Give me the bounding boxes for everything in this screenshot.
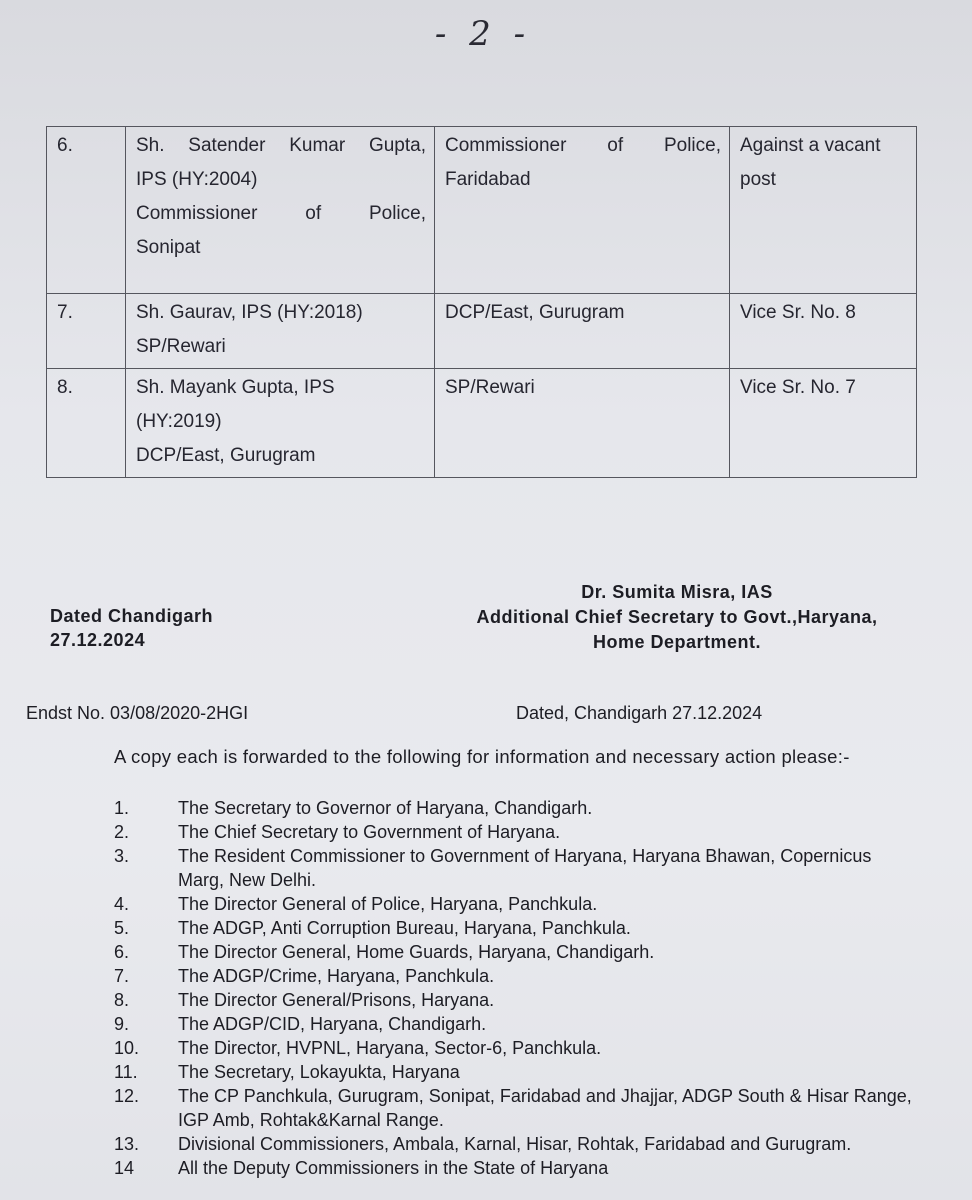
list-item xyxy=(112,892,912,916)
list-item-number: 2. xyxy=(114,822,130,842)
list-item xyxy=(112,820,912,844)
table-row xyxy=(47,127,917,294)
serial-number: 8. xyxy=(47,369,126,478)
list-item-text: The ADGP/CID, Haryana, Chandigarh. xyxy=(178,1014,487,1034)
remarks-cell: Against a vacant post xyxy=(730,127,917,294)
list-item xyxy=(112,1156,912,1180)
endorsement-date: Dated, Chandigarh 27.12.2024 xyxy=(516,703,763,723)
posting-line: Commissioner of Police, xyxy=(445,135,721,156)
list-item-text: All the Deputy Commissioners in the State of Haryana xyxy=(178,1158,609,1178)
list-item-text: The Chief Secretary to Government of Haryana. xyxy=(178,822,561,842)
list-item-text: The Director General/Prisons, Haryana. xyxy=(178,990,495,1010)
list-item xyxy=(112,796,912,820)
serial-number: 6. xyxy=(47,127,126,294)
list-item-number: 1. xyxy=(114,798,130,818)
officer-line: Sh. Satender Kumar Gupta, xyxy=(136,135,426,156)
endorsement-number: Endst No. 03/08/2020-2HGI xyxy=(26,703,249,723)
officer-line: DCP/East, Gurugram xyxy=(136,445,316,466)
list-item-number: 7. xyxy=(114,966,130,986)
remarks-cell: Vice Sr. No. 7 xyxy=(730,369,917,478)
list-item xyxy=(112,988,912,1012)
list-item-text: The Director, HVPNL, Haryana, Sector-6, Panchkula. xyxy=(178,1038,602,1058)
signatory-department: Home Department. xyxy=(592,632,762,652)
table-row xyxy=(47,369,917,478)
list-item xyxy=(112,1036,912,1060)
list-item-text: Divisional Commissioners, Ambala, Karnal, Hisar, Rohtak, Faridabad and Gurugram. xyxy=(178,1134,852,1154)
officer-cell xyxy=(126,127,435,294)
list-item xyxy=(112,1084,912,1132)
list-item xyxy=(112,1060,912,1084)
officer-line: IPS (HY:2004) xyxy=(136,169,258,190)
list-item-number: 6. xyxy=(114,942,130,962)
endorsement-intro: A copy each is forwarded to the following for information and necessary action please:- xyxy=(114,746,850,767)
list-item xyxy=(112,964,912,988)
list-item xyxy=(112,940,912,964)
remarks-cell: Vice Sr. No. 8 xyxy=(730,294,917,369)
list-item-text: The Secretary, Lokayukta, Haryana xyxy=(178,1062,460,1082)
list-item-number: 11. xyxy=(114,1062,138,1082)
dated-date: 27.12.2024 xyxy=(50,630,146,650)
posting-cell xyxy=(435,369,730,478)
postings-table xyxy=(46,126,917,478)
page-number: - 2 - xyxy=(434,14,532,54)
list-item-text: The Director General, Home Guards, Haryana, Chandigarh. xyxy=(178,942,655,962)
posting-cell xyxy=(435,294,730,369)
officer-line: SP/Rewari xyxy=(136,336,226,357)
signatory-name: Dr. Sumita Misra, IAS xyxy=(581,582,773,602)
list-item-number: 10. xyxy=(114,1038,140,1058)
list-item-text: The Director General of Police, Haryana, Panchkula. xyxy=(178,894,598,914)
list-item-text: The ADGP, Anti Corruption Bureau, Haryana, Panchkula. xyxy=(178,918,631,938)
officer-line: Sh. Gaurav, IPS (HY:2018) xyxy=(136,302,363,323)
signatory-block xyxy=(438,580,916,655)
officer-cell xyxy=(126,369,435,478)
dated-block xyxy=(50,604,213,652)
list-item-text: The Resident Commissioner to Government of Haryana, Haryana Bhawan, Copernicus Marg, New Delhi. xyxy=(178,846,872,890)
list-item-number: 4. xyxy=(114,894,130,914)
signatory-designation: Additional Chief Secretary to Govt.,Haryana, xyxy=(476,607,878,627)
posting-line: SP/Rewari xyxy=(445,377,535,398)
list-item-text: The Secretary to Governor of Haryana, Chandigarh. xyxy=(178,798,593,818)
list-item-number: 3. xyxy=(114,846,130,866)
list-item-text: The CP Panchkula, Gurugram, Sonipat, Faridabad and Jhajjar, ADGP South & Hisar Range, IGP Amb, Rohtak&Karnal Range. xyxy=(178,1086,912,1130)
list-item-text: The ADGP/Crime, Haryana, Panchkula. xyxy=(178,966,495,986)
list-item-number: 14 xyxy=(114,1158,135,1178)
list-item-number: 5. xyxy=(114,918,130,938)
list-item-number: 13. xyxy=(114,1134,140,1154)
table-row xyxy=(47,294,917,369)
dated-place: Dated Chandigarh xyxy=(50,606,214,626)
officer-line: Commissioner of Police, xyxy=(136,203,426,224)
officer-line: (HY:2019) xyxy=(136,411,222,432)
officer-line: Sh. Mayank Gupta, IPS xyxy=(136,377,335,398)
posting-cell xyxy=(435,127,730,294)
list-item xyxy=(112,844,912,892)
posting-line: DCP/East, Gurugram xyxy=(445,302,625,323)
list-item-number: 8. xyxy=(114,990,130,1010)
list-item-number: 9. xyxy=(114,1014,130,1034)
list-item xyxy=(112,1012,912,1036)
serial-number: 7. xyxy=(47,294,126,369)
distribution-list xyxy=(112,796,912,1180)
officer-cell xyxy=(126,294,435,369)
list-item xyxy=(112,1132,912,1156)
list-item xyxy=(112,916,912,940)
posting-line: Faridabad xyxy=(445,169,531,190)
list-item-number: 12. xyxy=(114,1086,140,1106)
officer-line: Sonipat xyxy=(136,237,201,258)
